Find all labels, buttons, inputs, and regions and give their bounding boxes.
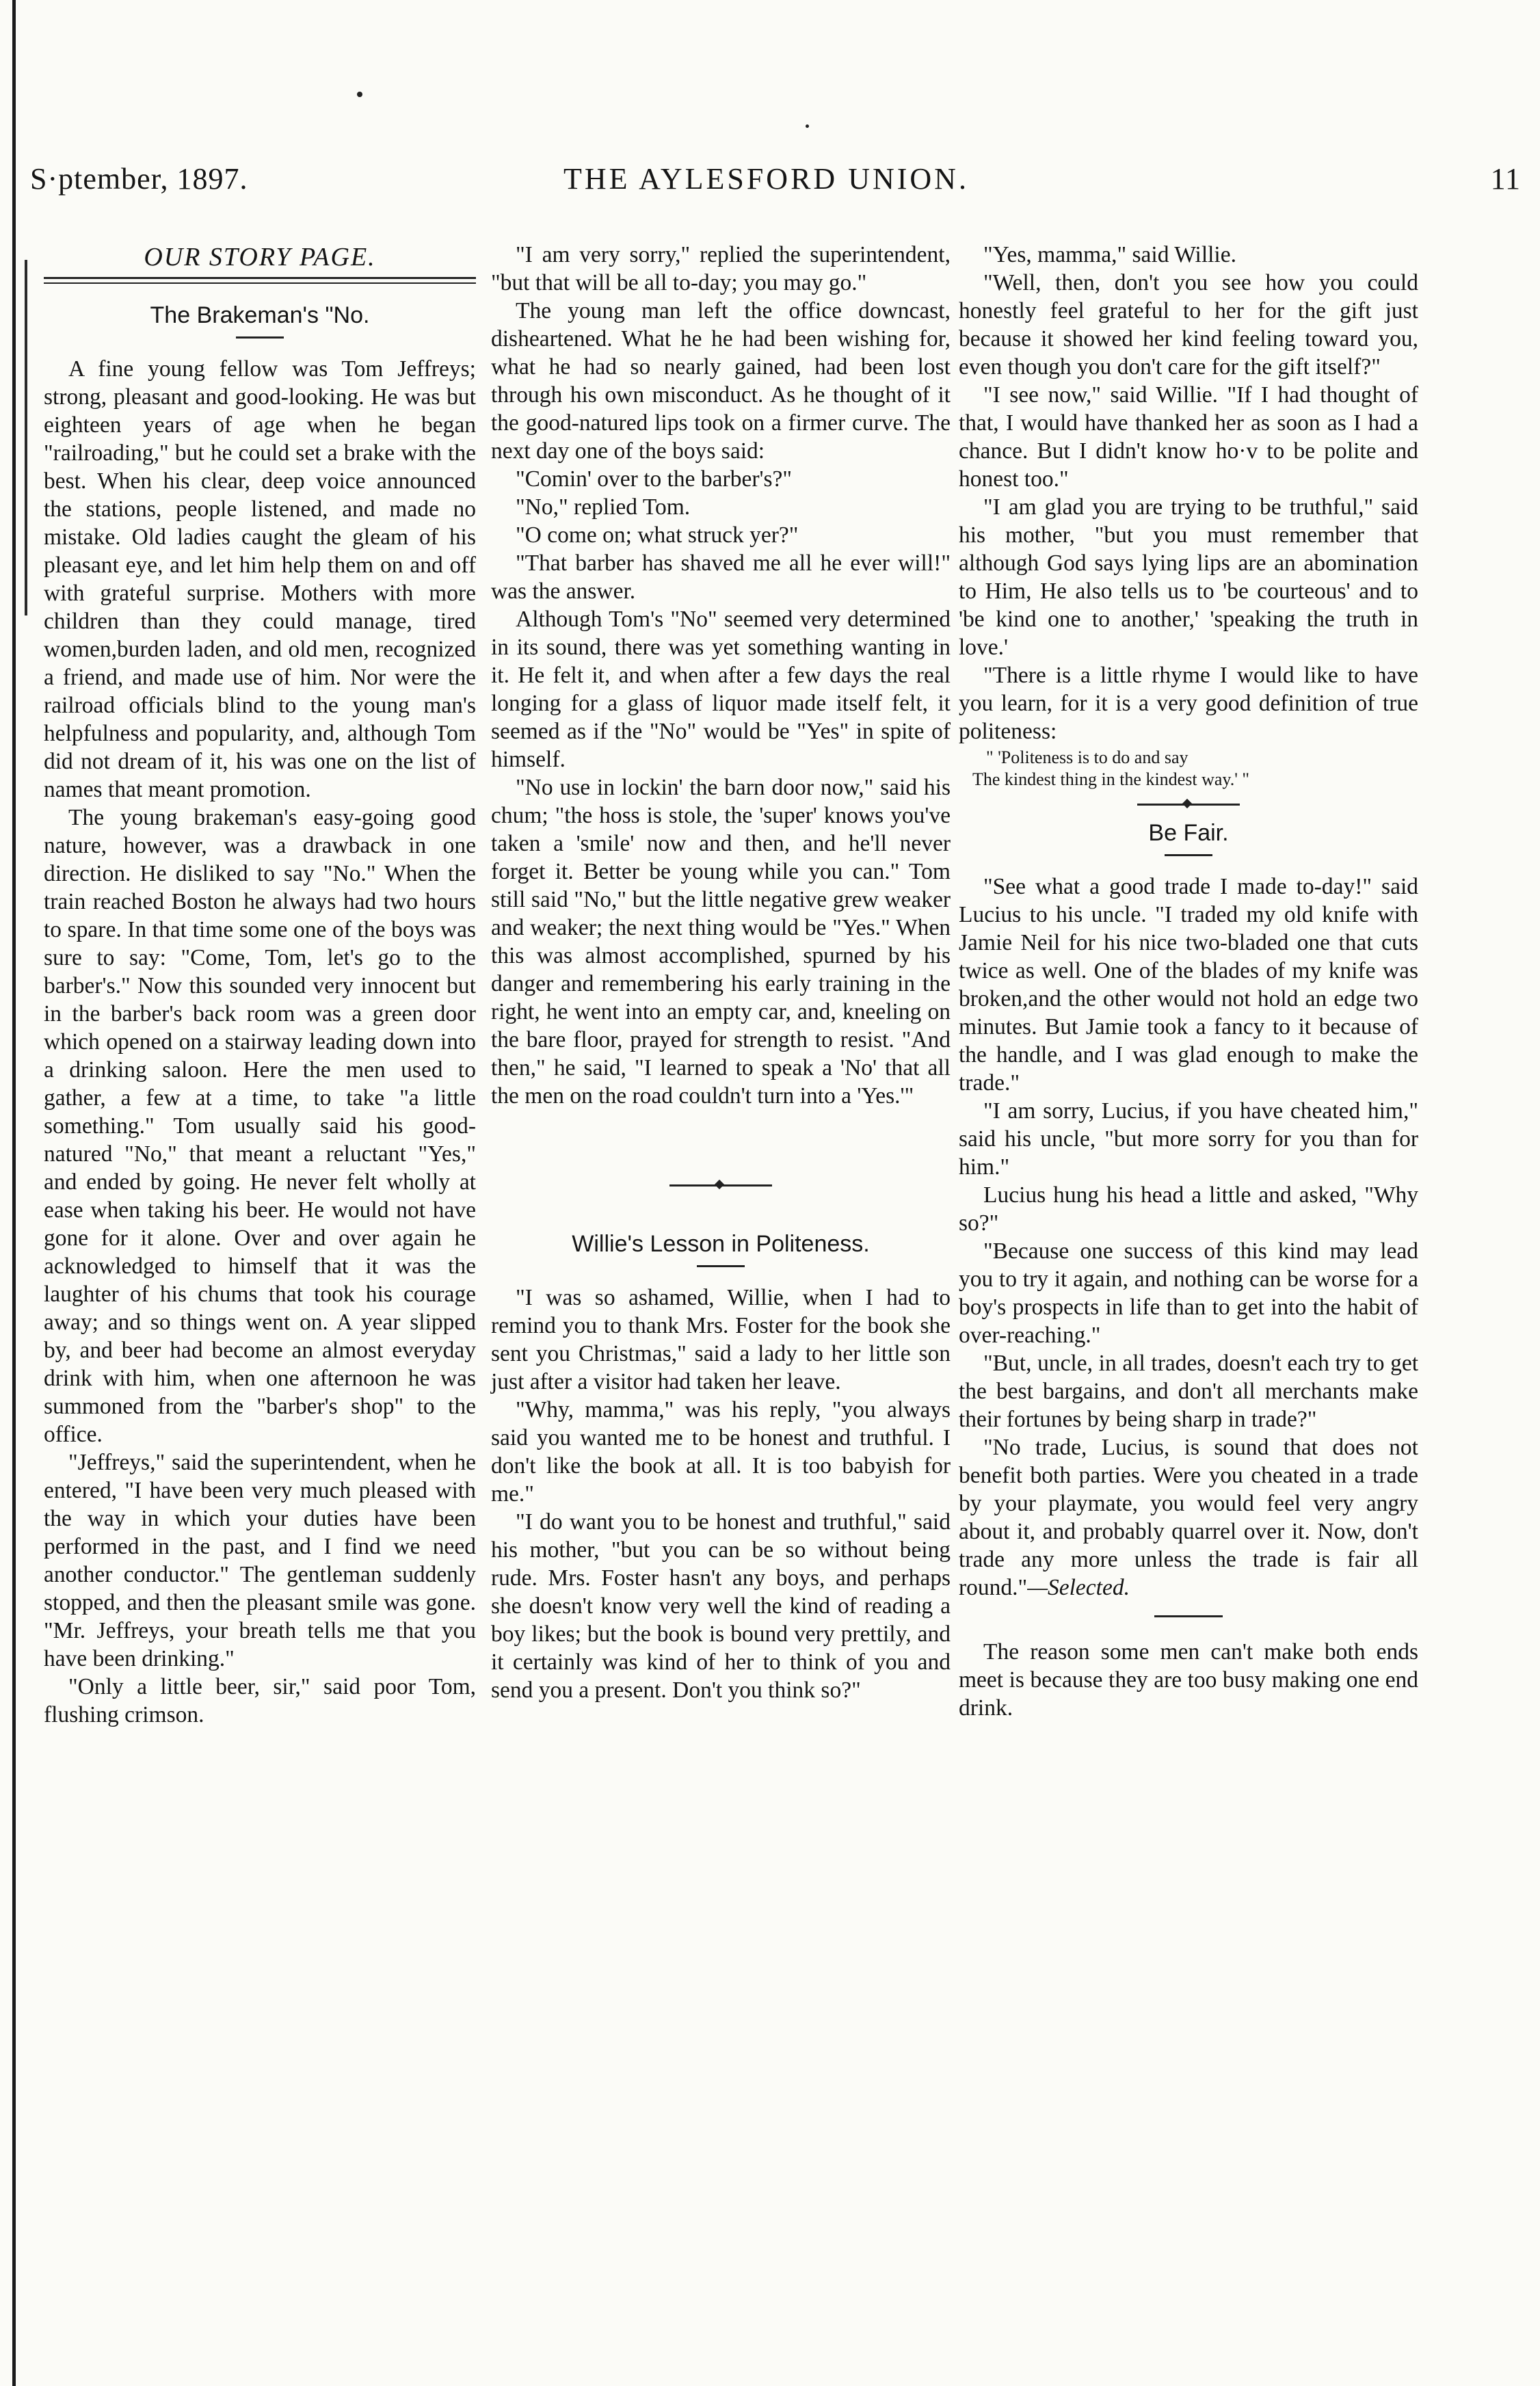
paragraph: "O come on; what struck yer?" bbox=[516, 522, 799, 548]
paragraph: Lucius hung his head a little and asked, "Why so?" bbox=[959, 1182, 1418, 1236]
paragraph: "There is a little rhyme I would like to have you learn, for it is a very good definition of true politeness: bbox=[959, 663, 1418, 744]
paragraph: "I see now," said Willie. "If I had thought of that, I would have thanked her as soon as I had a chance. But I didn't know ho·v to be polite and honest too." bbox=[959, 382, 1418, 492]
paragraph-text: "No trade, Lucius, is sound that does not benefit both parties. Were you cheated in a trade by your playmate, you would feel very angry about it, and probably quarrel over it. Now, don't trade any more unless the trade is fair all round." bbox=[959, 1435, 1418, 1600]
ink-speck bbox=[806, 124, 809, 128]
closing-rule bbox=[1154, 1615, 1223, 1617]
paragraph: "See what a good trade I made to-day!" said Lucius to his uncle. "I traded my old knife with Jamie Neil for his nice two-bladed one that cuts twice as well. One of the blades of my knife was broken,and the other would not hold an edge two minutes. But Jamie took a fancy to it because of the handle, and I was glad enough to make the trade." bbox=[959, 874, 1418, 1096]
paragraph: The young brakeman's easy-going good nature, however, was a drawback in one direction. He disliked to say "No." When the train reached Boston he always had two hours to spare. In that time some one of the boys was sure to say: "Come, Tom, let's go to the barber's." Now this sounded very innocent but in the barber's back room was a green door which opened on a stairway leading down into a drinking saloon. Here the men used to gather, a few at a time, to take "a little something." Tom usually said his good-natured "No," that meant a reluctant "Yes," and ended by going. He never felt wholly at ease when taking his beer. He would not have gone for it alone. Over and over again he acknowledged to himself that it was the laughter of his chums that took his courage away; and so things went on. A year slipped by, and beer had become an almost everyday drink with him, when one afternoon he was summoned from the "barber's shop" to the office. bbox=[44, 805, 476, 1447]
paragraph: "I am glad you are trying to be truthful," said his mother, "but you must remember that although God says lying lips are an abomination to Him, He also tells us to 'be courteous' and to 'be kind one to another,' 'speaking the truth in love.' bbox=[959, 494, 1418, 660]
page-header bbox=[30, 161, 1521, 205]
paragraph: "Well, then, don't you see how you could honestly feel grateful to her for the gift just because it showed her kind feeling toward you, even though you don't care for the gift itself?" bbox=[959, 270, 1418, 380]
closing-note: The reason some men can't make both ends meet is because they are too busy making one end drink. bbox=[959, 1639, 1418, 1721]
double-rule bbox=[44, 277, 476, 284]
paragraph: "No use in lockin' the barn door now," said his chum; "the hoss is stole, the 'super' knows you've taken a 'smile' now and then, and he'll never forget it. Better be young while you can." Tom still said "No," but the little negative grew weaker and weaker; the next thing would be "Yes." When this was almost accomplished, spurned by his danger and remembering his early training in the right, he went into an empty car, and, kneeling on the bare floor, prayed for strength to resist. "And then," he said, "I learned to speak a 'No' that all the men on the road couldn't turn into a 'Yes.'" bbox=[491, 775, 951, 1109]
section-divider bbox=[1137, 803, 1240, 806]
paragraph: "Why, mamma," was his reply, "you always said you wanted me to be honest and truthful. I don't like the book at all. It is too babyish for me." bbox=[491, 1397, 951, 1507]
paragraph: Although Tom's "No" seemed very determined in its sound, there was yet something wanting in it. He felt it, and when after a few days the real longing for a glass of liquor made itself felt, it seemed as if the "No" would be "Yes" in spite of himself. bbox=[491, 607, 951, 772]
paragraph: "I am very sorry," replied the superintendent, "but that will be all to-day; you may go." bbox=[491, 242, 951, 295]
column-3 bbox=[959, 241, 1418, 1722]
column-1 bbox=[44, 241, 476, 1729]
paragraph: "I am sorry, Lucius, if you have cheated him," said his uncle, "but more sorry for you than for him." bbox=[959, 1098, 1418, 1180]
paragraph: "Comin' over to the barber's?" bbox=[516, 466, 793, 492]
section-divider bbox=[669, 1184, 772, 1187]
story-title-brakeman: The Brakeman's "No. bbox=[150, 302, 370, 328]
paragraph: "Because one success of this kind may lead you to try it again, and nothing can be worse for a boy's prospects in life than to get into the habit of over-reaching." bbox=[959, 1238, 1418, 1348]
story-title-willie: Willie's Lesson in Politeness. bbox=[572, 1231, 870, 1257]
paragraph: "Jeffreys," said the superintendent, when he entered, "I have been very much pleased with the way in which your duties have been performed in the past, and I find we need another conductor." The gentleman suddenly stopped, and then the pleasant smile was gone. "Mr. Jeffreys, your breath tells me that you have been drinking." bbox=[44, 1450, 476, 1671]
paragraph: "I do want you to be honest and truthful," said his mother, "but you can be so without being rude. Mrs. Foster hasn't any boys, and perhaps she doesn't know very well the kind of reading a boy likes; but the book is bound very prettily, and it certainly was kind of her to think of you and send you a present. Don't you think so?" bbox=[491, 1509, 951, 1703]
page-edge-mark bbox=[25, 260, 27, 615]
paragraph: A fine young fellow was Tom Jeffreys; strong, pleasant and good-looking. He was but eighteen years of age when he began "railroading," but he could set a brake with the best. When his clear, deep voice announced the stations, people listened, and made no mistake. Old ladies caught the gleam of his pleasant eye, and let him help them on and off with grateful surprise. Mothers with more children than they could manage, tired women,burden laden, and old men, recognized a friend, and made use of him. Nor were the railroad officials blind to the young man's helpfulness and popularity, and, although Tom did not dream of it, his was one on the list of names that meant promotion. bbox=[44, 356, 476, 802]
page-number: 11 bbox=[1490, 162, 1521, 196]
paragraph: The young man left the office downcast, disheartened. What he he had been wishing for, what he had so nearly gained, had been lost through his own misconduct. As he thought of it the good-natured lips took on a firmer curve. The next day one of the boys said: bbox=[491, 298, 951, 464]
credit-line: —Selected. bbox=[1027, 1575, 1130, 1600]
paragraph: "Yes, mamma," said Willie. bbox=[983, 242, 1236, 267]
rhyme-line: " 'Politeness is to do and say bbox=[986, 747, 1189, 767]
paragraph: "But, uncle, in all trades, doesn't each try to get the best bargains, and don't all merchants make their fortunes by being sharp in trade?" bbox=[959, 1351, 1418, 1432]
paragraph: "No," replied Tom. bbox=[516, 494, 691, 520]
page-edge-line bbox=[12, 0, 16, 2386]
story-title-be-fair: Be Fair. bbox=[1148, 820, 1229, 846]
title-rule bbox=[1165, 854, 1212, 856]
section-label: OUR STORY PAGE. bbox=[144, 243, 376, 271]
masthead: THE AYLESFORD UNION. bbox=[563, 162, 969, 196]
rhyme-line: The kindest thing in the kindest way.' " bbox=[972, 769, 1249, 789]
paragraph bbox=[959, 1433, 1418, 1602]
title-rule bbox=[697, 1265, 745, 1267]
politeness-rhyme bbox=[959, 747, 1418, 791]
ink-speck bbox=[357, 92, 362, 97]
issue-date: S·ptember, 1897. bbox=[30, 162, 248, 196]
paragraph: "I was so ashamed, Willie, when I had to remind you to thank Mrs. Foster for the book she sent you Christmas," said a lady to her little son just after a visitor had taken her leave. bbox=[491, 1285, 951, 1394]
column-2 bbox=[491, 241, 951, 1704]
paragraph: "Only a little beer, sir," said poor Tom, flushing crimson. bbox=[44, 1674, 476, 1727]
paragraph: "That barber has shaved me all he ever will!" was the answer. bbox=[491, 551, 951, 604]
title-rule bbox=[236, 336, 284, 339]
